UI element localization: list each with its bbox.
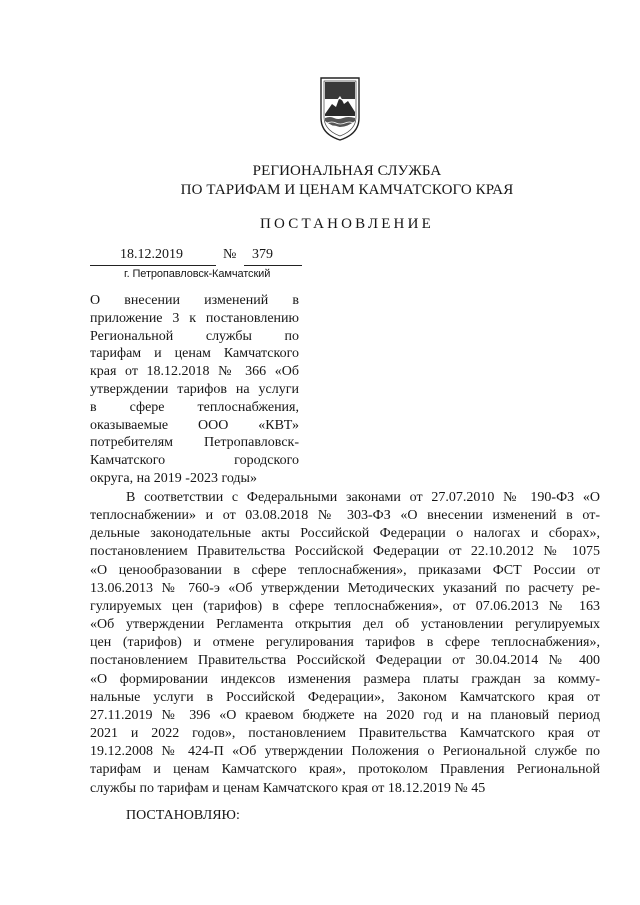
agency-name-line2: ПО ТАРИФАМ И ЦЕНАМ КАМЧАТСКОГО КРАЯ — [180, 182, 514, 198]
subject-line: приложение 3 к постановлению — [90, 310, 299, 326]
agency-name-line1: РЕГИОНАЛЬНАЯ СЛУЖБА — [252, 163, 442, 179]
body-line: гулируемых цен (тарифов) в сфере теплоснабжения», от 07.06.2013 № 163 — [90, 598, 600, 614]
body-line: службы по тарифам и ценам Камчатского края от 18.12.2019 № 45 — [90, 780, 486, 796]
body-paragraph — [90, 489, 600, 798]
subject-line: Региональной службы по — [90, 328, 299, 344]
subject-line: оказываемые ООО «КВТ» — [90, 417, 299, 433]
body-line: постановлением Правительства Российской Федерации от 22.10.2012 № 1075 — [90, 544, 600, 560]
body-line: теплоснабжении» и от 03.08.2018 № 303-ФЗ «О внесении изменений в от- — [90, 508, 600, 524]
document-number: 379 — [252, 247, 273, 262]
subject-line: потребителям Петропавловск- — [90, 435, 299, 451]
body-line: 2021 и 2022 годов», постановлением Правительства Камчатского края от — [90, 726, 600, 742]
subject-line: Камчатского городского — [90, 453, 299, 469]
document-date: 18.12.2019 — [120, 247, 183, 262]
body-line: цен (тарифов) и отмене регулирования тарифов в сфере теплоснабжения», — [90, 635, 600, 651]
body-line: «О формировании индексов изменения размера платы граждан за комму- — [90, 671, 600, 687]
body-line: «Об утверждении Регламента открытия дел об установлении регулируемых — [90, 617, 600, 633]
body-line: «О ценообразовании в сфере теплоснабжения», приказами ФСТ России от — [90, 562, 600, 578]
subject-line: в сфере теплоснабжения, — [90, 399, 299, 415]
body-line: 27.11.2019 № 396 «О краевом бюджете на 2020 год и на плановый период — [90, 707, 600, 723]
body-line: 19.12.2008 № 424-П «Об утверждении Положения о Региональной службе по — [90, 744, 600, 760]
number-underline — [244, 265, 302, 266]
subject-line: тарифам и ценам Камчатского — [90, 346, 299, 362]
subject-line: утверждении тарифов на услуги — [90, 381, 299, 397]
city-name: г. Петропавловск-Камчатский — [124, 268, 271, 280]
document-subject — [90, 292, 299, 488]
body-line: В соответствии с Федеральными законами от 27.07.2010 № 190-ФЗ «О — [126, 490, 600, 505]
resolution-heading: ПОСТАНОВЛЯЮ: — [126, 808, 240, 823]
date-underline — [90, 265, 216, 266]
body-line: тарифам и ценам Камчатского края», протоколом Правления Региональной — [90, 762, 600, 778]
body-line: дельные законодательные акты Российской Федерации о налогах и сборах», — [90, 526, 600, 542]
body-line: постановлением Правительства Российской Федерации от 30.04.2014 № 400 — [90, 653, 600, 669]
date-number-block — [90, 247, 310, 285]
subject-line: края от 18.12.2018 № 366 «Об — [90, 364, 299, 380]
subject-line: О внесении изменений в — [90, 293, 299, 308]
number-sign: № — [223, 247, 237, 262]
coat-of-arms-icon — [318, 74, 362, 142]
subject-line: округа, на 2019 -2023 годы» — [90, 470, 257, 486]
body-line: нальные услуги в Российской Федерации», Законом Камчатского края от — [90, 689, 600, 705]
body-line: 13.06.2013 № 760-э «Об утверждении Методических указаний по расчету ре- — [90, 580, 600, 596]
document-type-title: ПОСТАНОВЛЕНИЕ — [260, 216, 434, 232]
